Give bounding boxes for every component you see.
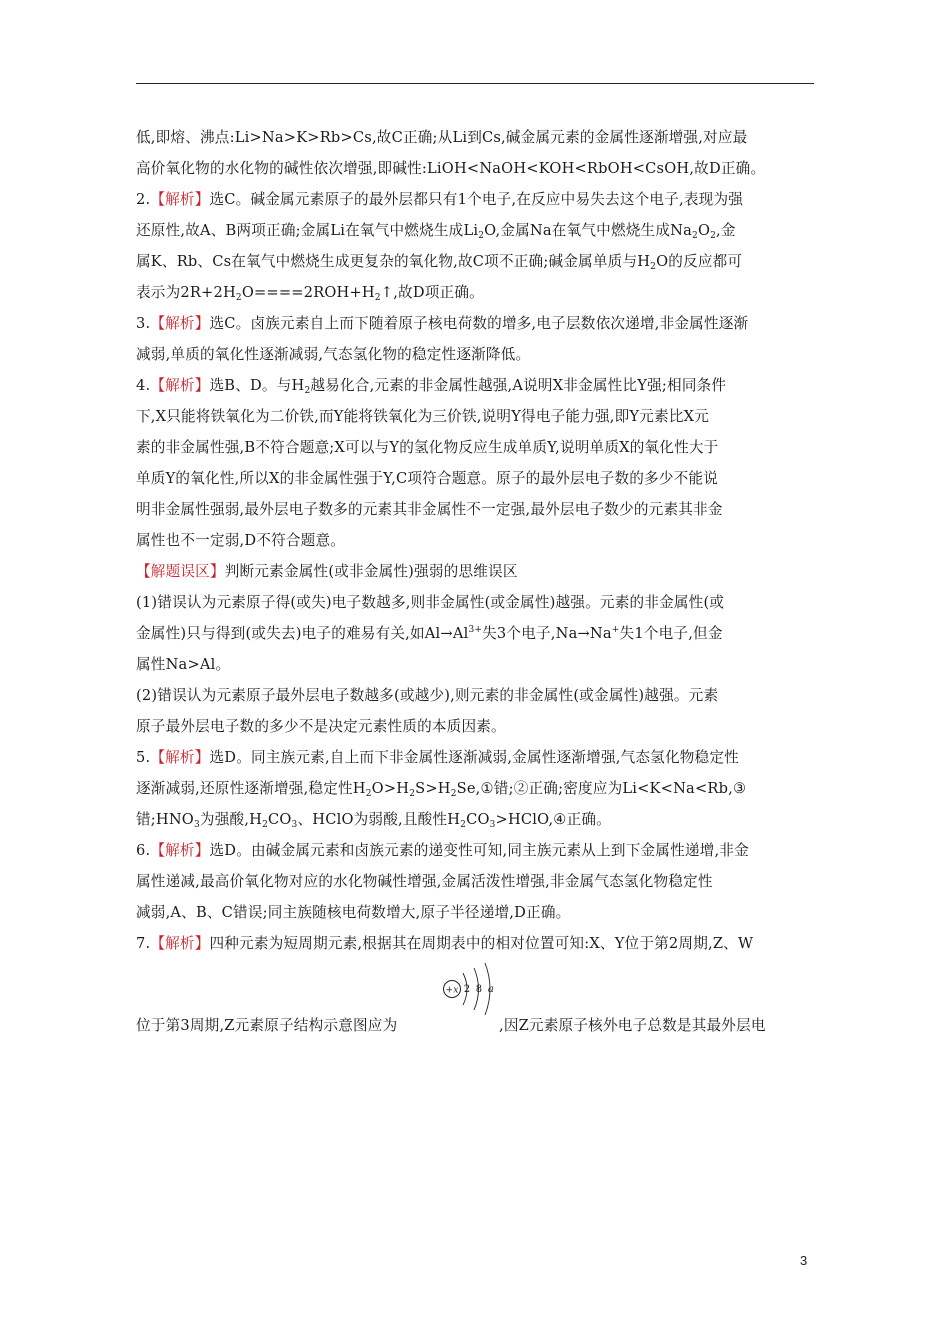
text-fragment: 位于第3周期,Z元素原子结构示意图应为 bbox=[136, 1017, 398, 1034]
answer-4-line: 4.【解析】选B、D。与$H_2$越易化合,元素的非金属性越强,A说明X非金属性比Y强;相同条件 bbox=[136, 377, 727, 396]
analysis-tag: 【解析】 bbox=[150, 749, 210, 766]
analysis-tag: 【解析】 bbox=[150, 315, 210, 332]
answer-7-line: 7.【解析】四种元素为短周期元素,根据其在周期表中的相对位置可知:X、Y位于第2周期,Z、W bbox=[136, 935, 754, 952]
answer-2-line: 2.【解析】选C。碱金属元素原子的最外层都只有1个电子,在反应中易失去这个电子,表现为强 bbox=[136, 191, 744, 208]
answer-2-line: 属K、Rb、Cs在氧气中燃烧生成更复杂的氧化物,故C项不正确;碱金属单质与$H_2O$的反应都可 bbox=[136, 253, 743, 272]
text-line: 高价氧化物的水化物的碱性依次增强,即碱性:LiOH<NaOH<KOH<RbOH<CsOH,故D正确。 bbox=[136, 160, 766, 177]
misconception-line: (2)错误认为元素原子最外层电子数越多(或越少),则元素的非金属性(或金属性)越强。元素 bbox=[136, 687, 719, 704]
answer-6-line: 属性递减,最高价氧化物对应的水化物碱性增强,金属活泼性增强,非金属气态氢化物稳定性 bbox=[136, 873, 713, 890]
answer-2-line: 表示为$2R+2H_2O====2ROH+H_2↑$,故D项正确。 bbox=[136, 284, 484, 303]
shell-electron-count: 2 bbox=[463, 984, 471, 995]
shell-electron-count: a bbox=[487, 984, 495, 995]
analysis-tag: 【解析】 bbox=[150, 377, 210, 394]
answer-body bbox=[136, 122, 816, 1041]
answer-4-line: 明非金属性强弱,最外层电子数多的元素其非金属性不一定强,最外层电子数少的元素其非金 bbox=[136, 501, 723, 518]
page-number: 3 bbox=[800, 1253, 808, 1268]
misconception-tag: 【解题误区】 bbox=[136, 563, 225, 580]
answer-5-line: 逐渐减弱,还原性逐渐增强,稳定性$H_2O>H_2S>H_2Se,①$错;②正确;密度应为Li<K<Na<Rb,③ bbox=[136, 780, 747, 799]
answer-4-line: 下,X只能将铁氧化为二价铁,而Y能将铁氧化为三价铁,说明Y得电子能力强,即Y元素比X元 bbox=[136, 408, 710, 425]
misconception-line: 金属性)只与得到(或失去)电子的难易有关,如$Al\to Al^{3+}$失3个电子,Na→Na+失1个电子,但金 bbox=[136, 625, 723, 642]
misconception-line: (1)错误认为元素原子得(或失)电子数越多,则非金属性(或金属性)越强。元素的非金属性(或 bbox=[136, 594, 725, 611]
answer-6-line: 6.【解析】选D。由碱金属元素和卤族元素的递变性可知,同主族元素从上到下金属性递增,非金 bbox=[136, 842, 749, 859]
answer-6-line: 减弱,A、B、C错误;同主族随核电荷数增大,原子半径递增,D正确。 bbox=[136, 904, 571, 921]
analysis-tag: 【解析】 bbox=[150, 842, 210, 859]
analysis-tag: 【解析】 bbox=[150, 191, 210, 208]
misconception-line: 原子最外层电子数的多少不是决定元素性质的本质因素。 bbox=[136, 718, 506, 735]
answer-5-line: 错$;HNO_3$为强酸$,H_2CO_3$、HClO为弱酸,且酸性$H_2CO_3>HClO,④$正确。 bbox=[136, 811, 611, 830]
answer-4-line: 单质Y的氧化性,所以X的非金属性强于Y,C项符合题意。原子的最外层电子数的多少不能说 bbox=[136, 470, 718, 487]
header-rule bbox=[136, 83, 814, 84]
misconception-heading: 【解题误区】判断元素金属性(或非金属性)强弱的思维误区 bbox=[136, 563, 518, 580]
answer-3-line: 减弱,单质的氧化性逐渐减弱,气态氢化物的稳定性逐渐降低。 bbox=[136, 346, 531, 363]
answer-4-line: 素的非金属性强,B不符合题意;X可以与Y的氢化物反应生成单质Y,说明单质X的氧化性大于 bbox=[136, 439, 719, 456]
nucleus-label: +x bbox=[445, 985, 459, 996]
answer-7-diagram-line bbox=[136, 959, 816, 1041]
analysis-tag: 【解析】 bbox=[150, 935, 210, 952]
atom-structure-diagram bbox=[442, 959, 502, 1029]
text-fragment: ,因Z元素原子核外电子总数是其最外层电 bbox=[499, 1017, 766, 1034]
answer-5-line: 5.【解析】选D。同主族元素,自上而下非金属性逐渐减弱,金属性逐渐增强,气态氢化物稳定性 bbox=[136, 749, 739, 766]
answer-2-line: 还原性,故A、B两项正确;金属Li在氧气中燃烧生成$Li_2O$,金属Na在氧气中燃烧生成$Na_2O_2$,金 bbox=[136, 222, 736, 241]
misconception-line: 属性Na>Al。 bbox=[136, 656, 231, 673]
text-line: 低,即熔、沸点:Li>Na>K>Rb>Cs,故C正确;从Li到Cs,碱金属元素的金属性逐渐增强,对应最 bbox=[136, 129, 748, 146]
answer-4-line: 属性也不一定弱,D不符合题意。 bbox=[136, 532, 346, 549]
answer-3-line: 3.【解析】选C。卤族元素自上而下随着原子核电荷数的增多,电子层数依次递增,非金属性逐渐 bbox=[136, 315, 749, 332]
shell-electron-count: 8 bbox=[475, 984, 483, 995]
